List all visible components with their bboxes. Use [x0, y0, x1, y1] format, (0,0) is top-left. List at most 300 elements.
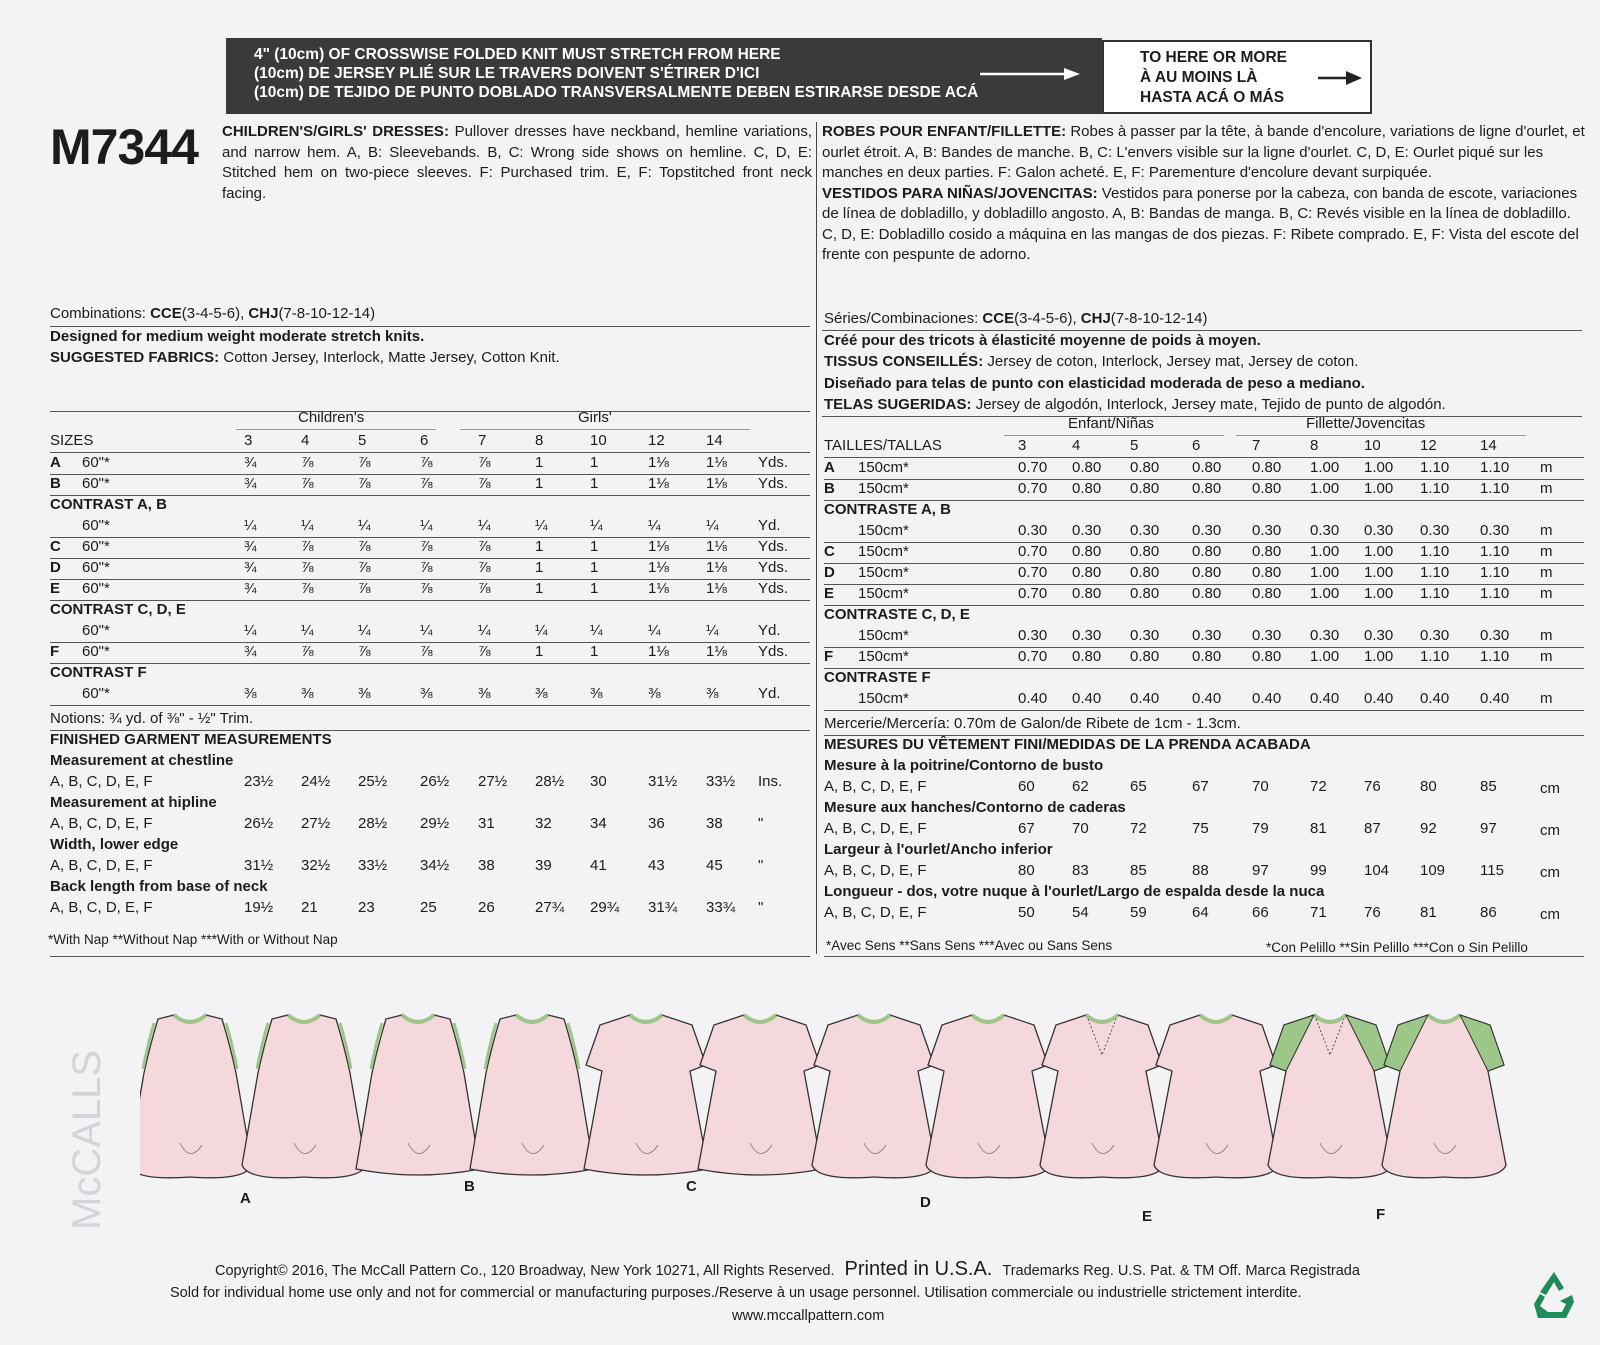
yardage-value: 1 — [590, 475, 599, 492]
yardage-value: 0.70 — [1018, 459, 1048, 476]
description-en — [222, 122, 812, 204]
yardage-value: ⅞ — [478, 580, 491, 597]
fabric-width: 150cm* — [858, 564, 909, 581]
suggested-fabrics: SUGGESTED FABRICS: Cotton Jersey, Interlock, Matte Jersey, Cotton Knit. — [50, 349, 560, 366]
group-girls-label: Girls' — [578, 409, 612, 426]
measurement-value: 92 — [1420, 820, 1437, 837]
measurement-value: 70 — [1252, 778, 1269, 795]
measurement-value: 26 — [478, 899, 495, 916]
measurement-views: A, B, C, D, E, F — [824, 904, 927, 921]
size-header: 8 — [535, 432, 544, 449]
yardage-value: 1.10 — [1480, 480, 1510, 497]
size-header: 5 — [358, 432, 367, 449]
yardage-value: ¼ — [358, 517, 371, 534]
section-heading: CONTRAST C, D, E — [50, 601, 186, 618]
measurement-views: A, B, C, D, E, F — [824, 862, 927, 879]
view-label: F — [50, 643, 60, 660]
fabric-width: 60"* — [82, 559, 110, 576]
notions: Notions: ¾ yd. of ⅜" - ½" Trim. — [50, 710, 254, 727]
yardage-value: 0.80 — [1252, 585, 1282, 602]
measurement-value: 80 — [1018, 862, 1035, 879]
view-letter: D — [920, 1194, 931, 1211]
section-heading: CONTRASTE A, B — [824, 501, 951, 518]
yardage-value: 0.30 — [1310, 522, 1340, 539]
fabric-width: 60"* — [82, 685, 110, 702]
yardage-value: ⅞ — [478, 559, 491, 576]
view-label: C — [50, 538, 61, 555]
yardage-value: 1.00 — [1310, 543, 1340, 560]
measurement-value: 31½ — [244, 857, 274, 874]
yardage-value: 1 — [535, 538, 544, 555]
divider — [822, 416, 1582, 417]
yardage-value: ⅜ — [358, 685, 371, 702]
measurement-value: 29¾ — [590, 899, 620, 916]
measurement-value: 27¾ — [535, 899, 565, 916]
gauge-line: TO HERE OR MORE — [1140, 49, 1287, 66]
finished-measurements-title: FINISHED GARMENT MEASUREMENTS — [50, 731, 332, 748]
yardage-value: 1.00 — [1364, 564, 1394, 581]
measurement-value: 81 — [1310, 820, 1327, 837]
measurement-value: 67 — [1192, 778, 1209, 795]
size-header: 12 — [648, 432, 665, 449]
yardage-value: 0.30 — [1018, 627, 1048, 644]
yardage-value: 0.40 — [1018, 690, 1048, 707]
yardage-value: ¾ — [244, 580, 257, 597]
yardage-value: 0.80 — [1192, 480, 1222, 497]
measurement-value: 72 — [1130, 820, 1147, 837]
section-heading: CONTRAST F — [50, 664, 147, 681]
measurement-value: 34½ — [420, 857, 450, 874]
dress-illustration — [356, 1015, 480, 1175]
view-illustrations — [140, 1005, 1540, 1205]
view-label: E — [50, 580, 61, 597]
yardage-value: 1.10 — [1480, 543, 1510, 560]
yardage-value: 1⅛ — [706, 475, 727, 492]
fabric-width: 150cm* — [858, 480, 909, 497]
unit-label: m — [1540, 543, 1553, 560]
divider — [50, 956, 810, 957]
yardage-value: 0.80 — [1192, 564, 1222, 581]
measurement-value: 50 — [1018, 904, 1035, 921]
size-header: 8 — [1310, 437, 1319, 454]
unit-label: Yds. — [758, 559, 789, 576]
yardage-value: ⅜ — [244, 685, 257, 702]
yardage-value: 0.80 — [1072, 585, 1102, 602]
yardage-value: ¼ — [358, 622, 371, 639]
yardage-value: 1 — [590, 580, 599, 597]
unit-label: " — [758, 815, 764, 832]
yardage-value: ⅞ — [301, 454, 314, 471]
unit-label: " — [758, 857, 764, 874]
yardage-value: 0.40 — [1310, 690, 1340, 707]
measurement-views: A, B, C, D, E, F — [824, 820, 927, 837]
measurement-value: 45 — [706, 857, 723, 874]
divider — [824, 956, 1584, 957]
gauge-line: (10cm) DE JERSEY PLIÉ SUR LE TRAVERS DOIVENT S'ÉTIRER D'ICI — [254, 65, 760, 82]
finished-measurements-title: MESURES DU VÊTEMENT FINI/MEDIDAS DE LA PRENDA ACABADA — [824, 736, 1311, 753]
unit-label: Yds. — [758, 643, 789, 660]
yardage-value: ⅞ — [358, 454, 371, 471]
yardage-value: 0.70 — [1018, 543, 1048, 560]
measurement-value: 99 — [1310, 862, 1327, 879]
yardage-value: 0.80 — [1192, 648, 1222, 665]
measurement-value: 23 — [358, 899, 375, 916]
yardage-value: ⅞ — [478, 538, 491, 555]
measurement-title: Measurement at hipline — [50, 794, 217, 811]
yardage-value: 1 — [590, 454, 599, 471]
nap-note-fr: *Avec Sens **Sans Sens ***Avec ou Sans Sens — [826, 938, 1113, 953]
yardage-value: ¼ — [535, 517, 548, 534]
size-header: 7 — [1252, 437, 1261, 454]
unit-label: cm — [1540, 906, 1560, 923]
description-title: CHILDREN'S/GIRLS' DRESSES: — [222, 123, 449, 140]
divider — [50, 663, 810, 664]
yardage-value: ¼ — [301, 622, 314, 639]
printed-in: Printed in U.S.A. — [844, 1258, 993, 1280]
measurement-views: A, B, C, D, E, F — [50, 815, 153, 832]
description-title: ROBES POUR ENFANT/FILLETTE: — [822, 123, 1067, 140]
yardage-value: ⅜ — [301, 685, 314, 702]
measurement-value: 31½ — [648, 773, 678, 790]
yardage-value: 0.80 — [1252, 564, 1282, 581]
measurement-value: 75 — [1192, 820, 1209, 837]
trademark: Trademarks Reg. U.S. Pat. & TM Off. Marca Registrada — [1002, 1263, 1360, 1279]
measurement-title: Width, lower edge — [50, 836, 179, 853]
yardage-value: ⅜ — [478, 685, 491, 702]
yardage-value: ⅞ — [420, 454, 433, 471]
yardage-value: 1⅛ — [706, 580, 727, 597]
yardage-value: 0.80 — [1252, 459, 1282, 476]
measurement-value: 115 — [1480, 862, 1504, 879]
measurement-value: 54 — [1072, 904, 1089, 921]
measurement-title: Largeur à l'ourlet/Ancho inferior — [824, 841, 1053, 858]
fabric-width: 60"* — [82, 580, 110, 597]
yardage-value: ⅞ — [478, 475, 491, 492]
yardage-value: 0.30 — [1072, 627, 1102, 644]
unit-label: m — [1540, 480, 1553, 497]
yardage-value: ¼ — [706, 517, 719, 534]
yardage-value: ¼ — [244, 622, 257, 639]
yardage-value: 1⅛ — [706, 559, 727, 576]
measurement-value: 32 — [535, 815, 552, 832]
yardage-value: 0.30 — [1192, 522, 1222, 539]
measurement-value: 28½ — [535, 773, 565, 790]
recycle-icon — [1526, 1268, 1582, 1324]
yardage-value: 1⅛ — [706, 454, 727, 471]
unit-label: Yd. — [758, 622, 781, 639]
combinations: Combinations: CCE(3-4-5-6), CHJ(7-8-10-12-14) — [50, 305, 376, 322]
measurement-title: Back length from base of neck — [50, 878, 268, 895]
brand-watermark — [62, 1020, 112, 1240]
divider — [1004, 435, 1224, 436]
yardage-value: ⅜ — [648, 685, 661, 702]
yardage-value: 1 — [590, 538, 599, 555]
yardage-value: 0.30 — [1130, 522, 1160, 539]
yardage-value: 0.70 — [1018, 480, 1048, 497]
measurement-title: Measurement at chestline — [50, 752, 234, 769]
unit-label: m — [1540, 522, 1553, 539]
gauge-line: (10cm) DE TEJIDO DE PUNTO DOBLADO TRANSVERSALMENTE DEBEN ESTIRARSE DESDE ACÁ — [254, 84, 979, 101]
measurement-value: 24½ — [301, 773, 331, 790]
divider — [50, 411, 810, 412]
unit-label: m — [1540, 627, 1553, 644]
measurement-value: 43 — [648, 857, 665, 874]
yardage-value: 0.80 — [1130, 585, 1160, 602]
gauge-line: À AU MOINS LÀ — [1140, 69, 1258, 86]
yardage-value: 0.40 — [1420, 690, 1450, 707]
measurement-value: 27½ — [478, 773, 508, 790]
measurement-value: 27½ — [301, 815, 331, 832]
group-girls-label: Fillette/Jovencitas — [1306, 415, 1426, 432]
measurement-value: 85 — [1130, 862, 1147, 879]
brand-text: McCALLS — [65, 1049, 109, 1230]
yardage-value: 0.30 — [1130, 627, 1160, 644]
yardage-value: ¼ — [706, 622, 719, 639]
fabric-width: 60"* — [82, 475, 110, 492]
nap-note-es: *Con Pelillo **Sin Pelillo ***Con o Sin Pelillo — [1266, 940, 1528, 955]
usage-notice: Sold for individual home use only and not for commercial or manufacturing purposes./Reserve à un usage personnel. Utilisation commerciale ou industrielle strictement interdite. — [170, 1285, 1302, 1301]
view-label: B — [824, 480, 835, 497]
yardage-value: ¾ — [244, 538, 257, 555]
unit-label: cm — [1540, 822, 1560, 839]
size-header: 14 — [1480, 437, 1497, 454]
fabric-width: 60"* — [82, 517, 110, 534]
yardage-value: 1⅛ — [648, 643, 669, 660]
description-text: Pullover dresses have neckband, hemline variations, and narrow hem. A, B: Sleevebands. B, C: Wrong side shows on hemline. C, D, E: Stitched hem on two-piece sleeves. F: Purchased trim. E, F: Topstitched front neck facing. — [222, 123, 812, 202]
yardage-value: ¾ — [244, 643, 257, 660]
measurement-value: 97 — [1252, 862, 1269, 879]
yardage-value: 1 — [535, 559, 544, 576]
measurement-views: A, B, C, D, E, F — [824, 778, 927, 795]
size-header: 14 — [706, 432, 723, 449]
size-header: 6 — [1192, 437, 1201, 454]
divider — [50, 705, 810, 706]
yardage-value: 1.00 — [1310, 648, 1340, 665]
measurement-value: 25½ — [358, 773, 388, 790]
fabric-width: 60"* — [82, 622, 110, 639]
yardage-value: ⅜ — [590, 685, 603, 702]
view-label: A — [824, 459, 835, 476]
sizes-label: TAILLES/TALLAS — [824, 437, 942, 454]
fabric-width: 150cm* — [858, 690, 909, 707]
suggested-fabrics-fr: TISSUS CONSEILLÉS: Jersey de coton, Interlock, Jersey mat, Jersey de coton. — [824, 353, 1359, 370]
yardage-value: 0.80 — [1192, 459, 1222, 476]
yardage-value: 0.40 — [1252, 690, 1282, 707]
divider — [50, 326, 810, 327]
size-header: 12 — [1420, 437, 1437, 454]
yardage-value: 0.80 — [1130, 564, 1160, 581]
measurement-value: 29½ — [420, 815, 450, 832]
unit-label: cm — [1540, 780, 1560, 797]
measurement-value: 65 — [1130, 778, 1147, 795]
measurement-value: 34 — [590, 815, 607, 832]
view-letter: F — [1376, 1206, 1386, 1223]
yardage-value: 1⅛ — [648, 454, 669, 471]
sizes-label: SIZES — [50, 432, 94, 449]
view-label: A — [50, 454, 61, 471]
measurement-value: 39 — [535, 857, 552, 874]
yardage-value: 0.40 — [1364, 690, 1394, 707]
measurement-value: 41 — [590, 857, 607, 874]
yardage-value: 0.70 — [1018, 585, 1048, 602]
yardage-value: ¼ — [478, 517, 491, 534]
measurement-value: 109 — [1420, 862, 1446, 879]
yardage-value: 0.80 — [1072, 648, 1102, 665]
yardage-value: 1.00 — [1364, 543, 1394, 560]
yardage-value: ⅞ — [420, 538, 433, 555]
unit-label: cm — [1540, 864, 1560, 881]
description-text: Vestidos para ponerse por la cabeza, con banda de escote, variaciones de línea de dobladillo, y dobladillo angosto. A, B: Bandas de manga. B, C: Revés visible en la línea de dobladillo. C, D, E: Dobladillo cosido a máquina en las mangas de dos piezas. F: Ribete comprado. E, F: Vista del escote del frente con pespunte de adorno. — [822, 184, 1579, 263]
suggested-fabrics-es: TELAS SUGERIDAS: Jersey de algodón, Interlock, Jersey mate, Tejido de punto de algodón. — [824, 396, 1446, 413]
yardage-value: ⅞ — [358, 538, 371, 555]
stretch-gauge-from — [226, 38, 1102, 114]
yardage-value: 0.30 — [1072, 522, 1102, 539]
yardage-value: 1.10 — [1420, 648, 1450, 665]
measurement-value: 76 — [1364, 778, 1381, 795]
yardage-value: 0.30 — [1252, 522, 1282, 539]
view-label: C — [824, 543, 835, 560]
yardage-value: ¾ — [244, 454, 257, 471]
unit-label: Yds. — [758, 538, 789, 555]
measurement-value: 81 — [1420, 904, 1437, 921]
measurement-value: 32½ — [301, 857, 331, 874]
unit-label: m — [1540, 459, 1553, 476]
unit-label: m — [1540, 564, 1553, 581]
description-text: Robes à passer par la tête, à bande d'encolure, variations de ligne d'ourlet, et ourlet étroit. A, B: Bandes de manche. B, C: L'envers visible sur la ligne d'ourlet. C, D, E: Ourlet piqué sur les manches en deux parties. F: Galon acheté. E, F: Parementure d'encolure devant surpiquée. — [822, 123, 1585, 181]
yardage-value: 1⅛ — [648, 580, 669, 597]
description-fr-es — [822, 122, 1586, 266]
yardage-value: ⅜ — [706, 685, 719, 702]
yardage-value: 0.30 — [1018, 522, 1048, 539]
yardage-value: ⅞ — [478, 643, 491, 660]
view-label: D — [50, 559, 61, 576]
yardage-value: 0.80 — [1192, 543, 1222, 560]
yardage-value: 1.00 — [1310, 585, 1340, 602]
column-divider — [816, 122, 817, 954]
yardage-value: 0.40 — [1130, 690, 1160, 707]
fabric-width: 150cm* — [858, 543, 909, 560]
view-label: F — [824, 648, 834, 665]
yardage-value: ¼ — [535, 622, 548, 639]
yardage-value: 1.10 — [1480, 564, 1510, 581]
measurement-value: 30 — [590, 773, 607, 790]
measurement-value: 104 — [1364, 862, 1390, 879]
measurement-value: 25 — [420, 899, 437, 916]
dress-illustration — [698, 1015, 822, 1175]
divider — [50, 452, 810, 453]
measurement-value: 28½ — [358, 815, 388, 832]
yardage-value: 1⅛ — [706, 643, 727, 660]
yardage-value: 1.10 — [1420, 459, 1450, 476]
measurement-value: 88 — [1192, 862, 1209, 879]
yardage-value: 1.10 — [1420, 585, 1450, 602]
measurement-title: Mesure à la poitrine/Contorno de busto — [824, 757, 1104, 774]
unit-label: Yds. — [758, 454, 789, 471]
measurement-value: 19½ — [244, 899, 274, 916]
measurement-value: 67 — [1018, 820, 1035, 837]
gauge-line: 4" (10cm) OF CROSSWISE FOLDED KNIT MUST STRETCH FROM HERE — [254, 46, 781, 63]
yardage-value: 1.00 — [1310, 459, 1340, 476]
yardage-value: 0.30 — [1252, 627, 1282, 644]
copyright: Copyright© 2016, The McCall Pattern Co., 120 Broadway, New York 10271, All Rights Reserved. Printed in U.S.A. Trademarks Reg. U.S. Pat. & TM Off. Marca Registrada — [215, 1258, 1360, 1280]
size-header: 5 — [1130, 437, 1139, 454]
yardage-value: 1.10 — [1420, 480, 1450, 497]
unit-label: m — [1540, 585, 1553, 602]
yardage-value: ⅜ — [535, 685, 548, 702]
size-header: 7 — [478, 432, 487, 449]
yardage-value: 1.10 — [1420, 564, 1450, 581]
dress-illustration — [140, 1015, 252, 1178]
yardage-value: 1.00 — [1310, 564, 1340, 581]
unit-label: " — [758, 899, 764, 916]
measurement-value: 62 — [1072, 778, 1089, 795]
yardage-value: 0.70 — [1018, 564, 1048, 581]
measurement-value: 66 — [1252, 904, 1269, 921]
yardage-value: ⅞ — [301, 643, 314, 660]
unit-label: Ins. — [758, 773, 783, 790]
yardage-value: 0.30 — [1192, 627, 1222, 644]
divider — [824, 668, 1584, 669]
yardage-value: 1.10 — [1480, 585, 1510, 602]
yardage-value: 1 — [535, 580, 544, 597]
yardage-value: ¼ — [420, 622, 433, 639]
arrow-right-icon — [1318, 70, 1362, 86]
yardage-value: ¼ — [648, 517, 661, 534]
yardage-value: 0.40 — [1192, 690, 1222, 707]
fabric-width: 150cm* — [858, 627, 909, 644]
yardage-value: 0.30 — [1420, 522, 1450, 539]
yardage-value: 0.80 — [1072, 543, 1102, 560]
yardage-value: 0.30 — [1364, 522, 1394, 539]
fabric-width: 60"* — [82, 643, 110, 660]
yardage-value: 1.00 — [1364, 585, 1394, 602]
yardage-value: ¼ — [590, 517, 603, 534]
notions: Mercerie/Mercería: 0.70m de Galon/de Ribete de 1cm - 1.3cm. — [824, 715, 1241, 732]
measurement-value: 70 — [1072, 820, 1089, 837]
measurement-value: 31¾ — [648, 899, 678, 916]
section-heading: CONTRAST A, B — [50, 496, 167, 513]
yardage-value: ¼ — [478, 622, 491, 639]
unit-label: Yd. — [758, 517, 781, 534]
yardage-value: 0.40 — [1480, 690, 1510, 707]
yardage-value: ¾ — [244, 559, 257, 576]
measurement-value: 36 — [648, 815, 665, 832]
measurement-views: A, B, C, D, E, F — [50, 773, 153, 790]
yardage-value: 1 — [535, 475, 544, 492]
yardage-value: 0.80 — [1192, 585, 1222, 602]
size-header: 10 — [590, 432, 607, 449]
size-header: 4 — [301, 432, 310, 449]
measurement-value: 26½ — [244, 815, 274, 832]
yardage-value: 1⅛ — [648, 538, 669, 555]
yardage-value: 1.10 — [1420, 543, 1450, 560]
measurement-title: Longueur - dos, votre nuque à l'ourlet/Largo de espalda desde la nuca — [824, 883, 1325, 900]
yardage-value: 0.30 — [1480, 522, 1510, 539]
yardage-value: ⅞ — [358, 580, 371, 597]
yardage-value: ⅞ — [301, 559, 314, 576]
measurement-value: 83 — [1072, 862, 1089, 879]
yardage-value: 1 — [590, 559, 599, 576]
fabric-width: 60"* — [82, 538, 110, 555]
yardage-value: 1.00 — [1364, 480, 1394, 497]
yardage-value: ⅞ — [420, 580, 433, 597]
yardage-value: ⅞ — [420, 559, 433, 576]
designed-for: Designed for medium weight moderate stretch knits. — [50, 328, 425, 345]
measurement-value: 59 — [1130, 904, 1147, 921]
gauge-line: HASTA ACÁ O MÁS — [1140, 89, 1285, 106]
divider — [236, 429, 436, 430]
measurement-value: 38 — [706, 815, 723, 832]
